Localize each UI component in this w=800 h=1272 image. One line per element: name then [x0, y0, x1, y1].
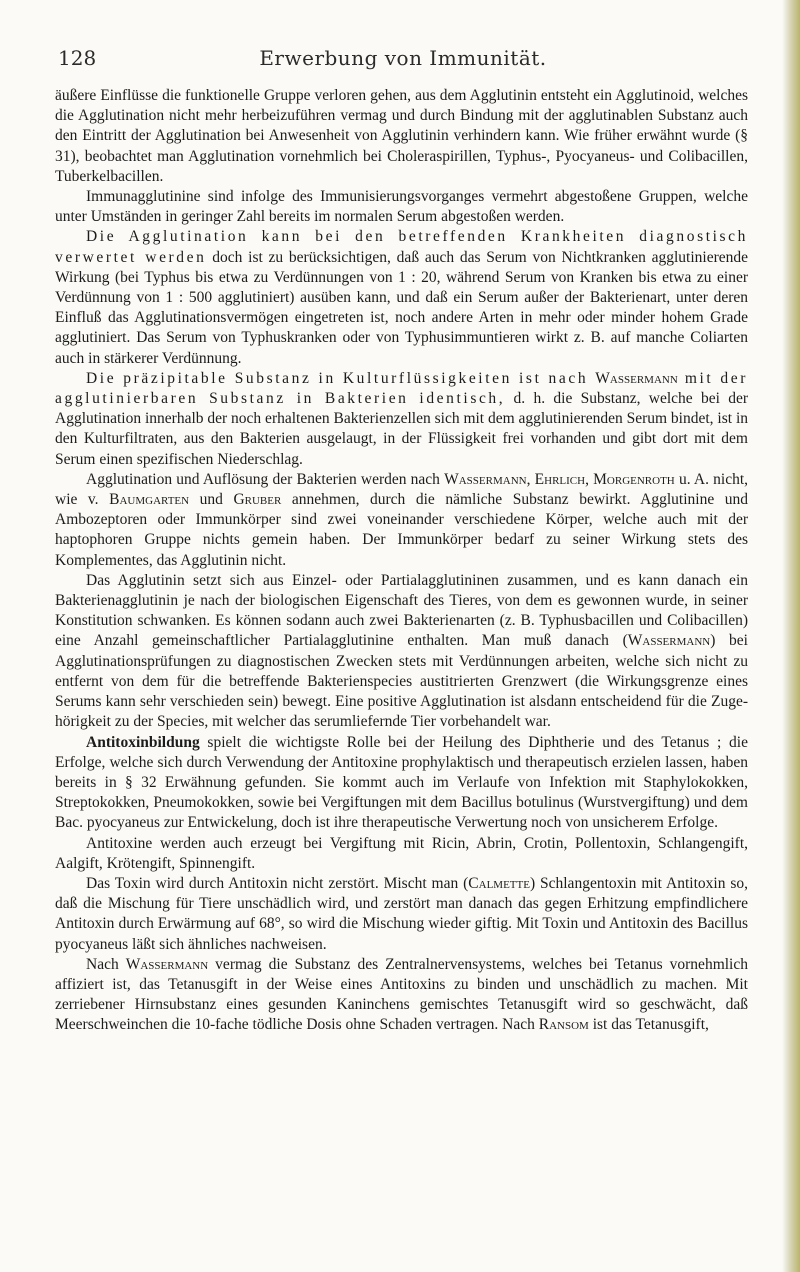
- author-name: Calmette: [468, 874, 530, 892]
- text-run: Das Agglutinin setzt sich aus Einzel- oder Partialagglutininen zusammen, und es kann danach ein Bakterienagglutinin je nach der biologischen Eigenschaft des Tieres, von dem es gewonnen wurde, in seiner Konstitution schwanken. Es können sodann auch zwei Bakterienarten (z. B. Typhusbacillen und Colibacillen) eine Anzahl gemeinschaftlicher Partialagglutinine enthalten. Man muß danach (: [55, 571, 748, 650]
- body-text: [55, 86, 748, 1036]
- text-run: ,: [526, 470, 535, 488]
- text-run: spielt die wichtigste Rolle bei der Heilung des Diphtherie und des Tetanus ; die Erfolge, welche sich durch Verwendung der Antitoxine prophylaktisch und therapeutisch erzielen lassen, haben bereits in § 32 Erwähnung gefunden. Sie kommt auch im Verlaufe von Infektion mit Staphylokokken, Streptokokken, Pneumokokken, sowie bei Vergiftungen mit dem Bacillus botulinus (Wurstvergiftung) und dem Bac. pyocyaneus zur Entwickelung, doch ist ihre therapeutische Verwertung noch von unsicherem Erfolge.: [55, 733, 748, 832]
- author-name: Wassermann: [125, 955, 209, 973]
- text-run: d. h. die Substanz, welche bei der Agglutination innerhalb der noch erhaltenen Bakterienzellen sich mit dem agglutinierenden Serum bindet, ist in den Kulturfiltraten, aus den Bakterien ausgelaugt, in der Flüssigkeit frei vorhanden und gibt dort mit dem Serum einen spezifischen Niederschlag.: [55, 390, 748, 468]
- text-run: u. A. nicht, wie v.: [55, 470, 749, 509]
- paragraph: [55, 470, 748, 571]
- text-run: Die Agglutination kann bei den betreffenden Krankheiten diagnostisch verwertet werden: [55, 228, 748, 266]
- text-run: und: [189, 491, 234, 509]
- author-name: Morgenroth: [593, 470, 675, 488]
- text-run: Immunagglutinine sind infolge des Immunisierungsvorganges vermehrt abgestoßene Gruppen, welche unter Umständen in geringer Zahl bereits im normalen Serum abgestoßen werden.: [55, 188, 748, 226]
- running-title: Erwerbung von Immunität.: [259, 46, 547, 70]
- paragraph: [55, 187, 748, 227]
- text-run: ,: [585, 470, 594, 488]
- author-name: Wassermann: [627, 632, 711, 650]
- paragraph: [55, 874, 748, 955]
- paragraph: [55, 369, 748, 470]
- text-run: vermag die Substanz des Zentralnervensystems, welches bei Tetanus vornehmlich affiziert ist, das Tetanusgift in der Weise eines Antitoxins zu binden und unschädlich zu machen. Mit zerriebener Hirnsubstanz eines gesunden Kaninchens gemischtes Tetanusgift wird so geschwächt, daß Meerschweinchen die 10-fache tödliche Dosis ohne Schaden vertragen. Nach: [55, 955, 748, 1034]
- author-name: Baumgarten: [109, 491, 190, 509]
- text-run: mit der agglutinierbaren Substanz in Bakterien identisch,: [55, 369, 748, 408]
- text-run: äußere Einflüsse die funktionelle Gruppe verloren gehen, aus dem Agglutinin entsteht ein Agglutinoid, welches die Agglutination nicht mehr herbeizuführen vermag und durch Bindung mit der agglutinablen Substanz auch den Eintritt der Agglutination bei Anwesenheit von Agglutinin verhindern kann. Wie früher erwähnt wurde (§ 31), beobachtet man Agglutination vornehmlich bei Choleraspirillen, Typhus-, Pyocyaneus- und Colibacillen, Tuberkelbacillen.: [55, 87, 748, 185]
- text-run: annehmen, durch die nämliche Substanz bewirkt. Agglutinine und Ambozeptoren oder Immunkörper sind zwei voneinander verschiedene Körper, welche auch mit der haptophoren Gruppe nichts gemein haben. Der Immunkörper bedarf zu seiner Wirkung stets des Komplementes, das Agglutinin nicht.: [55, 491, 749, 569]
- text-run: doch ist zu berücksichtigen, daß auch das Serum von Nichtkranken agglutinierende Wirkung (bei Typhus bis etwa zu Verdünnungen von 1 : 20, während Serum von Kranken bis etwa zu einer Verdünnung von 1 : 500 agglutiniert) ausüben kann, und daß ein Serum außer der Bakterienart, unter deren Einfluß das Agglutinationsvermögen eingetreten ist, noch andere Arten in mehr oder minder hohem Grade agglutiniert. Das Serum von Typhuskranken oder von Typhusimmuntieren wirkt z. B. auf manche Coliarten auch in stärkerer Verdünnung.: [55, 248, 748, 367]
- text-run: ) Schlangentoxin mit Antitoxin so, daß die Mischung für Tiere unschädlich wird, und zerstört man danach das gegen Erhitzung empfindlichere Antitoxin durch Erwärmung auf 68°, so wird die Mischung wieder giftig. Mit Toxin und Antitoxin des Bacillus pyocyaneus läßt sich ähnliches nachweisen.: [55, 874, 748, 953]
- paragraph: [55, 955, 748, 1036]
- author-name: Ransom: [538, 1016, 589, 1034]
- page-edge-shadow: [782, 0, 800, 1272]
- text-run: Agglutination und Auflösung der Bakterien werden nach: [86, 470, 445, 488]
- author-name: Ehrlich: [534, 470, 586, 488]
- bold-term: Antitoxinbildung: [86, 733, 200, 751]
- author-name: Wassermann: [595, 369, 678, 387]
- paragraph: [55, 571, 748, 733]
- author-name: Gruber: [233, 491, 282, 509]
- paragraph: [55, 834, 748, 874]
- paragraph: [55, 733, 748, 834]
- text-run: Die präzipitable Substanz in Kulturflüssigkeiten ist nach: [86, 369, 596, 387]
- paragraph: [55, 227, 748, 368]
- text-run: Nach: [86, 955, 126, 973]
- paragraph: [55, 86, 748, 187]
- page-header: [58, 46, 748, 76]
- text-run: ist das Tetanusgift,: [588, 1016, 709, 1034]
- text-run: Antitoxine werden auch erzeugt bei Vergiftung mit Ricin, Abrin, Crotin, Pollentoxin, Schlangengift, Aalgift, Krötengift, Spinnengift.: [55, 834, 748, 872]
- page-number: 128: [58, 46, 97, 70]
- text-run: Das Toxin wird durch Antitoxin nicht zerstört. Mischt man (: [86, 874, 469, 892]
- text-run: ) bei Agglutinationsprüfungen zu diagnostischen Zwecken stets mit Verdünnungen arbeiten, welche sich nicht zu entfernt von dem für die betreffende Bakterienspecies austitrierten Grenzwert (die Wirkungsgrenze eines Serums kann sehr verschieden sein) bewegt. Eine positive Agglutination ist alsdann entscheidend für die Zugehörigkeit zu der Species, mit welcher das serumliefernde Tier vorbehandelt war.: [55, 632, 748, 731]
- author-name: Wassermann: [444, 470, 527, 488]
